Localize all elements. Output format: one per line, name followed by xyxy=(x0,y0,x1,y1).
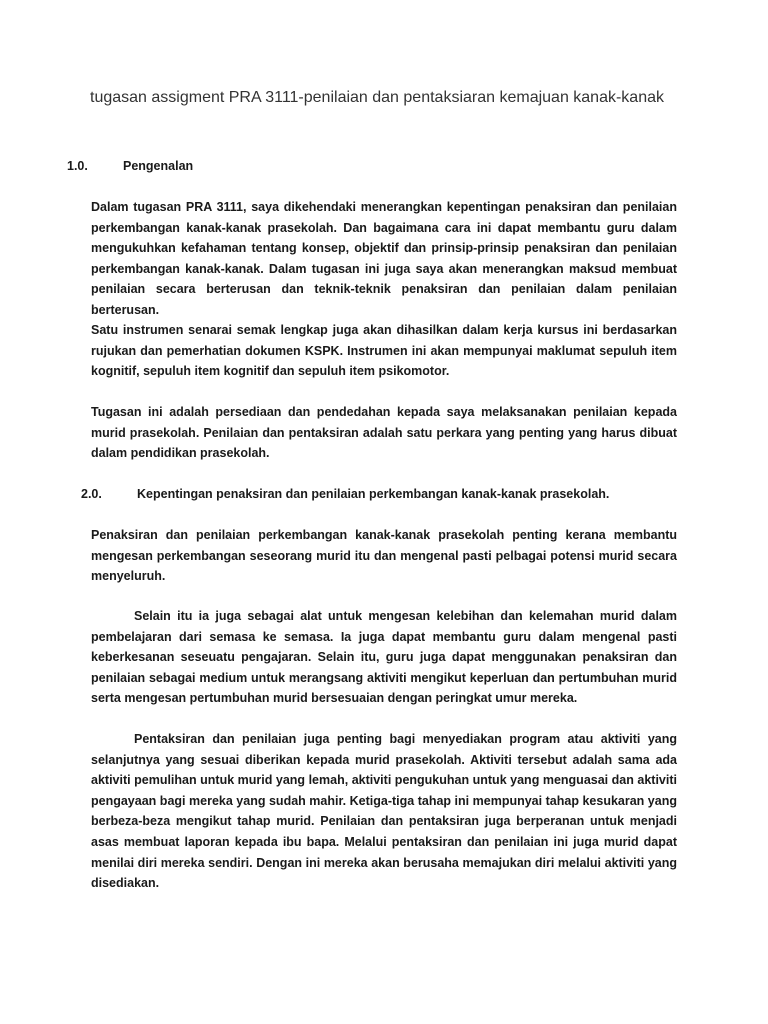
paragraph: Penaksiran dan penilaian perkembangan kanak-kanak prasekolah penting kerana membantu mengesan perkembangan seseorang murid itu dan mengenal pasti pelbagai potensi murid secara menyeluruh. xyxy=(91,528,677,584)
paragraph: Selain itu ia juga sebagai alat untuk mengesan kelebihan dan kelemahan murid dalam pembelajaran dari semasa ke semasa. Ia juga dapat membantu guru dalam mengenal pasti keberkesanan seseuatu pengajaran. Selain itu, guru juga dapat menggunakan penaksiran dan penilaian sebagai medium untuk merangsang aktiviti mengikut keperluan dan pertumbuhan murid serta mengesan pertumbuhan murid bersesuaian dengan peringkat umur mereka. xyxy=(91,609,677,706)
section-number: 2.0. xyxy=(81,487,102,501)
section-number: 1.0. xyxy=(67,159,88,173)
paragraph: Pentaksiran dan penilaian juga penting bagi menyediakan program atau aktiviti yang selanjutnya yang sesuai diberikan kepada murid prasekolah. Aktiviti tersebut adalah sama ada aktiviti pemulihan untuk murid yang lemah, aktiviti pengukuhan untuk yang menguasai dan aktiviti pengayaan bagi mereka yang sudah mahir. Ketiga-tiga tahap ini mempunyai tahap kesukaran yang berbeza-beza mengikut tahap murid. Penilaian dan pentaksiran juga berperanan untuk menjadi asas membuat laporan kepada ibu bapa. Melalui pentaksiran dan penilaian ini juga murid dapat menilai diri mereka sendiri. Dengan ini mereka akan berusaha memajukan diri melalui aktiviti yang disediakan. xyxy=(91,732,677,891)
section-title: Kepentingan penaksiran dan penilaian perkembangan kanak-kanak prasekolah. xyxy=(137,487,610,501)
paragraph: Dalam tugasan PRA 3111, saya dikehendaki menerangkan kepentingan penaksiran dan penilaian perkembangan kanak-kanak prasekolah. Dan bagaimana cara ini dapat membantu guru dalam mengukuhkan kefahaman tentang konsep, objektif dan prinsip-prinsip penaksiran dan penilaian perkembangan kanak-kanak. Dalam tugasan ini juga saya akan menerangkan maksud membuat penilaian secara berterusan dan teknik-teknik penaksiran dan penilaian dalam penilaian berterusan. xyxy=(91,200,677,317)
paragraph: Tugasan ini adalah persediaan dan pendedahan kepada saya melaksanakan penilaian kepada murid prasekolah. Penilaian dan pentaksiran adalah satu perkara yang penting yang harus dibuat dalam pendidikan prasekolah. xyxy=(91,405,677,461)
paragraph: Satu instrumen senarai semak lengkap juga akan dihasilkan dalam kerja kursus ini berdasarkan rujukan dan pemerhatian dokumen KSPK. Instrumen ini akan mempunyai maklumat sepuluh item kognitif, sepuluh item kognitif dan sepuluh item psikomotor. xyxy=(91,323,677,379)
section-title: Pengenalan xyxy=(123,159,194,173)
document-title: tugasan assigment PRA 3111-penilaian dan pentaksiaran kemajuan kanak-kanak xyxy=(90,89,664,106)
